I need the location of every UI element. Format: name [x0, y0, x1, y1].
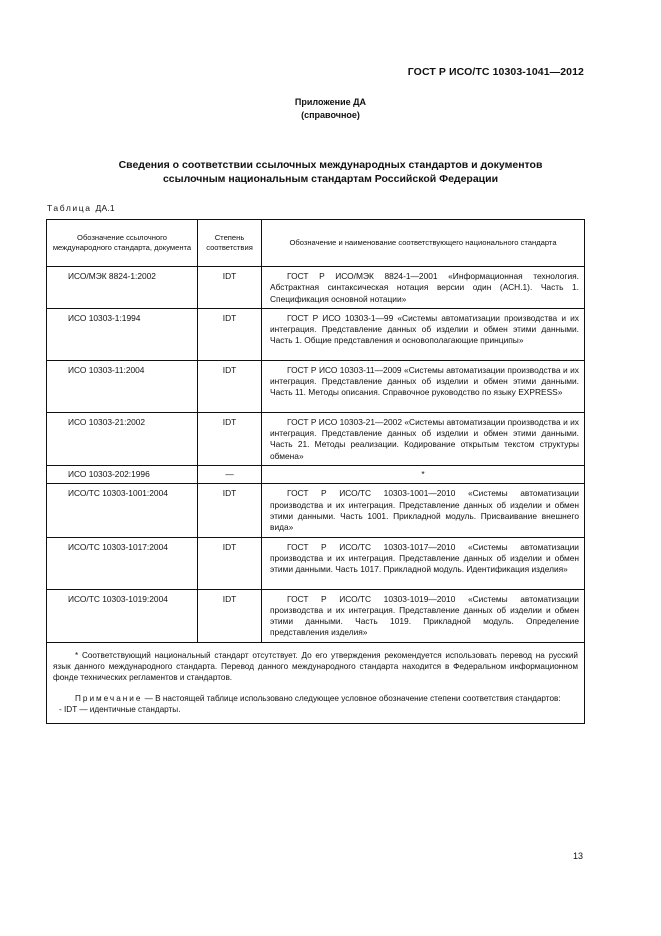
national-standard-text: ГОСТ Р ИСО/МЭК 8824-1—2001 «Информационная технология. Абстрактная синтаксическая нотация версии один (АСН.1). Часть 1. Спецификация основной нотации»	[270, 271, 579, 304]
cell-international-code: ИСО 10303-202:1996	[47, 466, 198, 484]
heading-line-2: ссылочным национальным стандартам Российской Федерации	[162, 173, 499, 185]
annex-status: (справочное)	[301, 110, 360, 120]
cell-degree: IDT	[198, 267, 262, 309]
correspondence-table	[46, 219, 585, 724]
national-standard-text: ГОСТ Р ИСО/ТС 10303-1001—2010 «Системы автоматизации производства и их интеграция. Представление данных об изделии и обмен этими данными. Часть 1001. Прикладной модуль. Присваивание внешнего вида»	[270, 488, 579, 533]
table-row	[47, 589, 585, 642]
cell-national-standard	[262, 484, 585, 537]
national-standard-text: ГОСТ Р ИСО 10303-11—2009 «Системы автоматизации производства и их интеграция. Представление данных об изделии и обмен этими данными. Часть 11. Методы описания. Справочное руководство по языку EXPRESS»	[270, 364, 579, 398]
table-label-number: ДА.1	[95, 203, 115, 213]
table-footer-row	[47, 642, 585, 723]
document-code: ГОСТ Р ИСО/ТС 10303-1041—2012	[407, 66, 584, 78]
cell-international-code: ИСО/ТС 10303-1001:2004	[47, 484, 198, 537]
note-list-item: - IDT — идентичные стандарты.	[59, 704, 181, 714]
national-standard-text: ГОСТ Р ИСО 10303-21—2002 «Системы автоматизации производства и их интеграция. Представление данных об изделии и обмен этими данными. Часть 21. Методы реализации. Кодирование открытым текстом структуры обмена»	[270, 416, 579, 461]
cell-national-standard	[262, 466, 585, 484]
footnote-text: * Соответствующий национальный стандарт отсутствует. До его утверждения рекомендуется использовать перевод на русский язык данного международного стандарта. Перевод данного международного стандарта находится в Федеральном информационном фонде технических регламентов и стандартов.	[53, 650, 578, 682]
cell-national-standard	[262, 537, 585, 589]
cell-international-code: ИСО 10303-1:1994	[47, 308, 198, 360]
table-header-row	[47, 220, 585, 267]
national-standard-text: ГОСТ Р ИСО/ТС 10303-1019—2010 «Системы автоматизации производства и их интеграция. Представление данных об изделии и обмен этими данными. Часть 1019. Прикладной модуль. Определение представления изделия»	[270, 593, 579, 638]
cell-national-standard	[262, 308, 585, 360]
annex-title: Приложение ДА	[294, 97, 367, 107]
cell-degree: IDT	[198, 484, 262, 537]
cell-national-standard	[262, 360, 585, 412]
table-row	[47, 484, 585, 537]
national-standard-text: ГОСТ Р ИСО/ТС 10303-1017—2010 «Системы автоматизации производства и их интеграция. Представление данных об изделии и обмен этими данными. Часть 1017. Прикладной модуль. Идентификация изделия»	[270, 541, 579, 575]
table-footnotes	[47, 642, 585, 723]
cell-degree: IDT	[198, 412, 262, 465]
national-standard-text: ГОСТ Р ИСО 10303-1—99 «Системы автоматизации производства и их интеграция. Представление данных об изделии и обмен этими данными. Часть 1. Общие представления и основополагающие принципы»	[270, 312, 579, 346]
table-row	[47, 308, 585, 360]
table-label-word: Таблица	[47, 203, 92, 213]
annex-block	[0, 96, 661, 122]
note-word: Примечание	[75, 693, 143, 703]
cell-degree: IDT	[198, 537, 262, 589]
column-header-international: Обозначение ссылочного международного стандарта, документа	[47, 220, 198, 267]
table-row	[47, 412, 585, 465]
table-row	[47, 267, 585, 309]
note-body: — В настоящей таблице использовано следующее условное обозначение степени соответствия стандартов:	[144, 693, 561, 703]
column-header-national: Обозначение и наименование соответствующего национального стандарта	[262, 220, 585, 267]
note-text	[53, 693, 578, 704]
cell-national-standard	[262, 267, 585, 309]
section-heading	[60, 158, 601, 186]
column-header-degree: Степень соответствия	[198, 220, 262, 267]
cell-international-code: ИСО/ТС 10303-1019:2004	[47, 589, 198, 642]
cell-national-standard	[262, 589, 585, 642]
cell-international-code: ИСО 10303-11:2004	[47, 360, 198, 412]
table-row	[47, 466, 585, 484]
cell-degree: IDT	[198, 360, 262, 412]
cell-degree: IDT	[198, 308, 262, 360]
table-label	[47, 203, 115, 213]
cell-international-code: ИСО/МЭК 8824-1:2002	[47, 267, 198, 309]
table-row	[47, 537, 585, 589]
cell-degree: IDT	[198, 589, 262, 642]
heading-line-1: Сведения о соответствии ссылочных международных стандартов и документов	[118, 159, 543, 171]
cell-national-standard	[262, 412, 585, 465]
page-number: 13	[572, 851, 583, 861]
cell-degree: —	[198, 466, 262, 484]
cell-international-code: ИСО 10303-21:2002	[47, 412, 198, 465]
footnote-marker: *	[421, 469, 425, 480]
table-row	[47, 360, 585, 412]
cell-international-code: ИСО/ТС 10303-1017:2004	[47, 537, 198, 589]
